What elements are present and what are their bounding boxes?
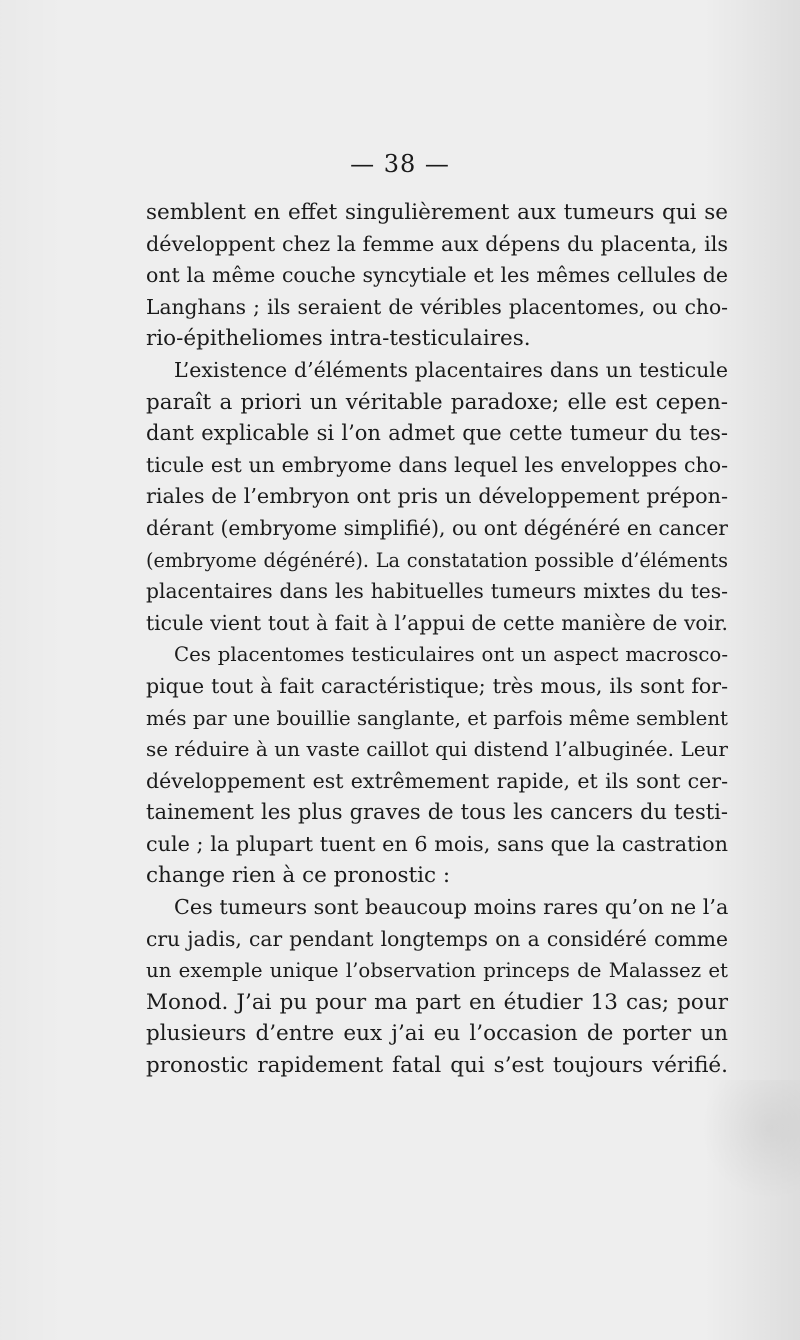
text-line: tainement les plus graves de tous les cancers du testi- <box>146 800 728 825</box>
body-text <box>146 197 728 1082</box>
text-line: change rien à ce pronostic : <box>146 863 451 889</box>
text-line: Ces placentomes testiculaires ont un aspect macrosco- <box>174 643 728 667</box>
text-line: ticule est un embryome dans lequel les enveloppes cho- <box>146 452 728 477</box>
text-line: cru jadis, car pendant longtemps on a considéré comme <box>146 926 728 951</box>
text-line: Monod. J’ai pu pour ma part en étudier 13 cas; pour <box>146 989 728 1015</box>
text-line: L’existence d’éléments placentaires dans un testicule <box>174 357 728 382</box>
text-line: riales de l’embryon ont pris un développement prépon- <box>146 484 728 509</box>
text-line: dant explicable si l’on admet que cette tumeur du tes- <box>146 421 728 446</box>
text-line: (embryome dégénéré). La constatation possible d’éléments <box>146 548 728 572</box>
text-line: Ces tumeurs sont beaucoup moins rares qu’on ne l’a <box>174 895 729 920</box>
text-line: ont la même couche syncytiale et les mêmes cellules de <box>146 263 728 288</box>
page-number: — 38 — <box>350 150 450 178</box>
text-line: pronostic rapidement fatal qui s’est toujours vérifié. <box>146 1053 728 1079</box>
text-line: développent chez la femme aux dépens du placenta, ils <box>146 231 728 256</box>
text-line: placentaires dans les habituelles tumeurs mixtes du tes- <box>146 579 728 604</box>
text-line: un exemple unique l’observation princeps de Malassez et <box>146 959 728 983</box>
text-line: pique tout à fait caractéristique; très mous, ils sont for- <box>146 673 728 698</box>
text-line: dérant (embryome simplifié), ou ont dégénéré en cancer <box>146 515 728 540</box>
text-line: paraît a priori un véritable paradoxe; elle est cepen- <box>146 389 728 415</box>
text-line: més par une bouillie sanglante, et parfois même semblent <box>146 706 728 730</box>
text-line: développement est extrêmement rapide, et ils sont cer- <box>146 768 728 793</box>
text-line: semblent en effet singulièrement aux tumeurs qui se <box>146 200 728 225</box>
text-line: rio-épitheliomes intra-testiculaires. <box>146 326 531 352</box>
text-line: Langhans ; ils seraient de véribles placentomes, ou cho- <box>146 294 728 319</box>
text-line: cule ; la plupart tuent en 6 mois, sans que la castration <box>146 831 728 856</box>
text-line: plusieurs d’entre eux j’ai eu l’occasion de porter un <box>146 1021 728 1047</box>
text-line: se réduire à un vaste caillot qui distend l’albuginée. Leur <box>146 737 728 762</box>
page-bleed-shadow <box>700 1080 800 1200</box>
text-line: ticule vient tout à fait à l’appui de cette manière de voir. <box>146 610 728 635</box>
